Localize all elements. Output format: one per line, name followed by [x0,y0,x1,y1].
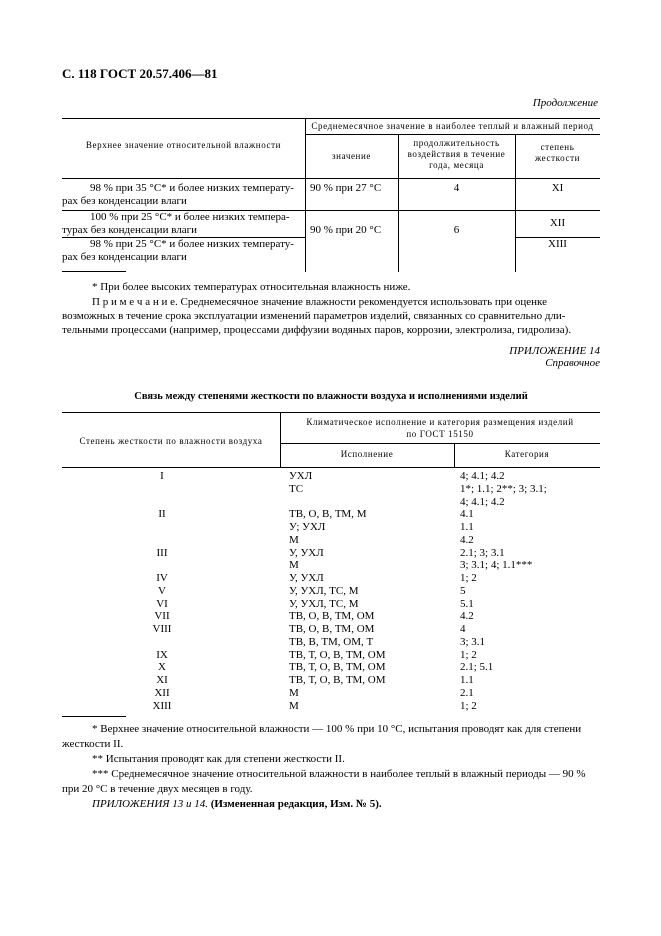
cat-cell: 5.1 [460,597,474,610]
exec-cell: У, УХЛ [289,546,324,559]
exec-cell: ТС [289,482,304,495]
cat-cell: 3; 3.1 [460,635,486,648]
exec-cell: М [289,699,299,712]
exec-cell: ТВ, Т, О, В, ТМ, ОМ [289,661,386,674]
cat-cell: 1; 2 [460,648,477,661]
table2-col1-header: Степень жесткости по влажности воздуха [79,436,263,446]
cat-cell: 4.2 [460,610,474,623]
degree-cell: X [158,661,166,674]
degree-cell: III [156,546,168,559]
exec-cell: У; УХЛ [289,521,326,533]
exec-cell: ТВ, Т, О, В, ТМ, ОМ [289,648,386,661]
cat-cell: 1.1 [460,521,474,533]
table2-group-header-l1: Климатическое исполнение и категория размещения изделий [306,417,574,427]
cat-cell: 1; 2 [460,699,477,712]
degree-cell: IX [156,648,168,661]
exec-cell: ТВ, О, В, ТМ, ОМ [289,610,375,623]
appendix-type: Справочное [545,357,600,369]
degree-cell: VI [156,597,168,610]
table1-group-header: Среднемесячное значение в наиболее теплый и влажный период [311,121,594,131]
degree-cell: XII [154,686,170,699]
degree-cell: IV [156,572,168,584]
table1-col1-header: Верхнее значение относительной влажности [85,140,282,150]
table1-sub-duration: продолжительность воздействия в течение года, месяца [407,138,506,170]
cat-cell: 4.2 [460,533,474,546]
exec-cell: ТВ, О, В, ТМ, ОМ [289,623,375,635]
continuation-label: Продолжение [532,97,598,109]
degree-cell: VIII [152,623,172,635]
page-header: С. 118 ГОСТ 20.57.406—81 [62,66,218,81]
degree-cell: VII [154,610,170,623]
cat-cell: 3; 3.1; 4; 1.1*** [460,559,533,572]
table2-sub-cat: Категория [504,449,550,459]
degree-cell: XIII [152,699,172,712]
appendix-label: ПРИЛОЖЕНИЕ 14 [509,345,600,357]
exec-cell: ТВ, В, ТМ, ОМ, Т [289,635,374,648]
cat-cell: 1.1 [460,674,474,686]
table1-sub-degree: степень жесткости [534,142,581,163]
amendment-note: ПРИЛОЖЕНИЯ 13 и 14. (Измененная редакция, Изм. № 5). [92,798,382,810]
cat-cell: 1*; 1.1; 2**; 3; 3.1; [460,482,547,495]
cat-cell: 4; 4.1; 4.2 [460,470,505,482]
cat-cell: 1; 2 [460,572,477,584]
table1-sub-value: значение [332,151,371,161]
exec-cell: ТВ, О, В, ТМ, М [289,508,367,521]
degree-cell: XI [156,674,168,686]
cat-cell: 5 [460,584,466,597]
appendix-title: Связь между степенями жесткости по влажности воздуха и исполнениями изделий [134,391,528,402]
cat-cell: 2.1; 5.1 [460,661,494,674]
exec-cell: У, УХЛ [289,572,324,584]
table2-group-header-l2: по ГОСТ 15150 [406,429,474,439]
exec-cell: М [289,686,299,699]
cat-cell: 2.1; 3; 3.1 [460,546,505,559]
cat-cell: 4.1 [460,508,474,521]
exec-cell: УХЛ [289,470,313,482]
exec-cell: М [289,559,299,572]
table2-sub-exec: Исполнение [340,449,394,459]
exec-cell: ТВ, Т, О, В, ТМ, ОМ [289,674,386,686]
cat-cell: 4; 4.1; 4.2 [460,495,505,508]
cat-cell: 4 [460,623,466,635]
degree-cell: II [158,508,166,521]
exec-cell: У, УХЛ, ТС, М [289,597,359,610]
degree-cell: I [160,470,164,482]
degree-cell: V [158,584,166,597]
exec-cell: М [289,533,299,546]
exec-cell: У, УХЛ, ТС, М [289,584,359,597]
cat-cell: 2.1 [460,686,474,699]
